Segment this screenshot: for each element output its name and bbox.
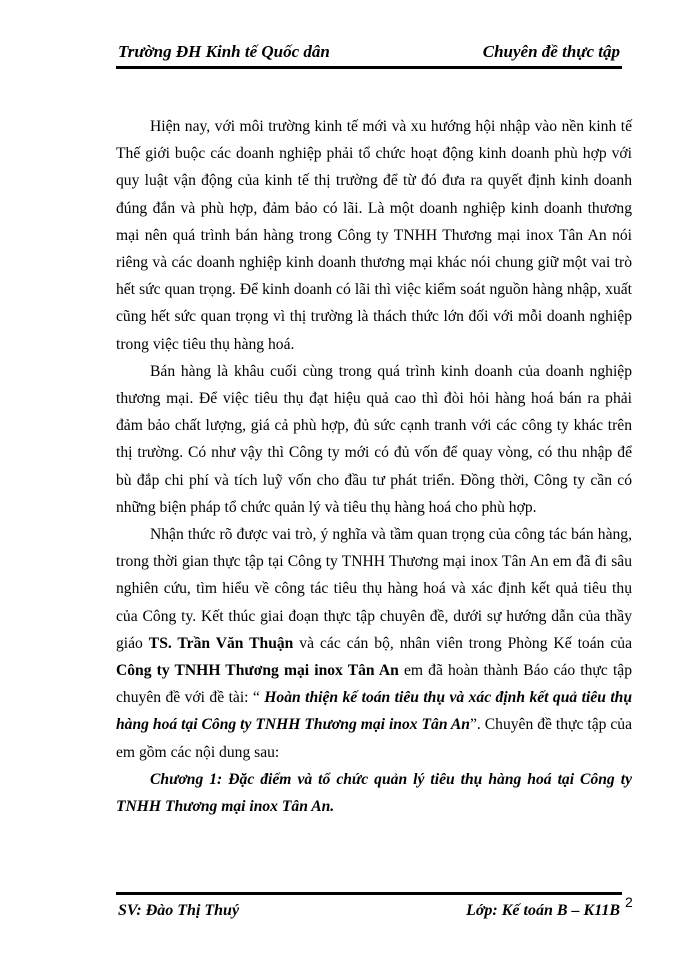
footer-rule (116, 892, 622, 895)
footer-student: SV: Đào Thị Thuý (118, 902, 240, 919)
page-footer (116, 900, 622, 924)
paragraph-2: Bán hàng là khâu cuối cùng trong quá trình kinh doanh của doanh nghiệp thương mại. Để việc tiêu thụ đạt hiệu quả cao thì đòi hỏi hàng hoá bán ra phải đảm bảo chất lượng, giá cả phù hợp, đủ sức cạnh tranh với các công ty khác trên thị trường. Có như vậy thì Công ty mới có đủ vốn để quay vòng, có thu nhập để bù đắp chi phí và tích luỹ vốn cho đầu tư phát triển. Đồng thời, Công ty cần có những biện pháp tổ chức quản lý và tiêu thụ hàng hoá cho phù hợp. (116, 362, 632, 516)
report-topic: Hoàn thiện kế toán tiêu thụ và xác định kết quả tiêu thụ hàng hoá tại Công ty TNHH Thương mại inox Tân An (116, 689, 632, 734)
paragraph-3-text-c: em đã hoàn thành Báo cáo thực tập chuyên đề với đề tài: “ (116, 662, 633, 707)
paragraph-1: Hiện nay, với môi trường kinh tế mới và xu hướng hội nhập vào nền kinh tế Thế giới buộc các doanh nghiệp phải tổ chức hoạt động kinh doanh phù hợp với quy luật vận động của kinh tế thị trường để từ đó đưa ra quyết định kinh doanh đúng đắn và phù hợp, đảm bảo có lãi. Là một doanh nghiệp kinh doanh thương mại nên quá trình bán hàng trong Công ty TNHH Thương mại inox Tân An nói riêng và các doanh nghiệp kinh doanh thương mại khác nói chung giữ một vai trò hết sức quan trọng. Để kinh doanh có lãi thì việc kiểm soát nguồn hàng nhập, xuất cũng hết sức quan trọng vì thị trường là thách thức lớn đối với mỗi doanh nghiệp trong việc tiêu thụ hàng hoá. (116, 118, 632, 353)
advisor-name: TS. Trần Văn Thuận (148, 634, 294, 652)
paragraph-3-text-a: Nhận thức rõ được vai trò, ý nghĩa và tầm quan trọng của công tác bán hàng, trong thời gian thực tập tại Công ty TNHH Thương mại inox Tân An em đã đi sâu nghiên cứu, tìm hiểu về công tác tiêu thụ hàng hoá và xác định kết quả tiêu thụ của Công ty. Kết thúc giai đoạn thực tập chuyên đề, dưới sự hướng dẫn của thầy giáo (116, 526, 632, 652)
header-document-type: Chuyên đề thực tập (482, 42, 620, 61)
footer-class: Lớp: Kế toán B – K11B (466, 902, 620, 919)
company-name: Công ty TNHH Thương mại inox Tân An (116, 662, 399, 680)
paragraph-3-text-b: và các cán bộ, nhân viên trong Phòng Kế toán của (293, 634, 632, 652)
document-body (116, 113, 632, 820)
paragraph-3-text-d: ”. Chuyên đề thực tập của em gồm các nội dung sau: (116, 716, 633, 761)
page-header (116, 38, 622, 62)
page-number: 2 (625, 894, 633, 910)
chapter-1-heading: Chương 1: Đặc điểm và tổ chức quản lý tiêu thụ hàng hoá tại Công ty TNHH Thương mại inox Tân An. (116, 770, 632, 816)
header-university: Trường ĐH Kinh tế Quốc dân (118, 42, 330, 61)
paragraph-3 (116, 521, 632, 766)
header-rule (116, 66, 622, 69)
